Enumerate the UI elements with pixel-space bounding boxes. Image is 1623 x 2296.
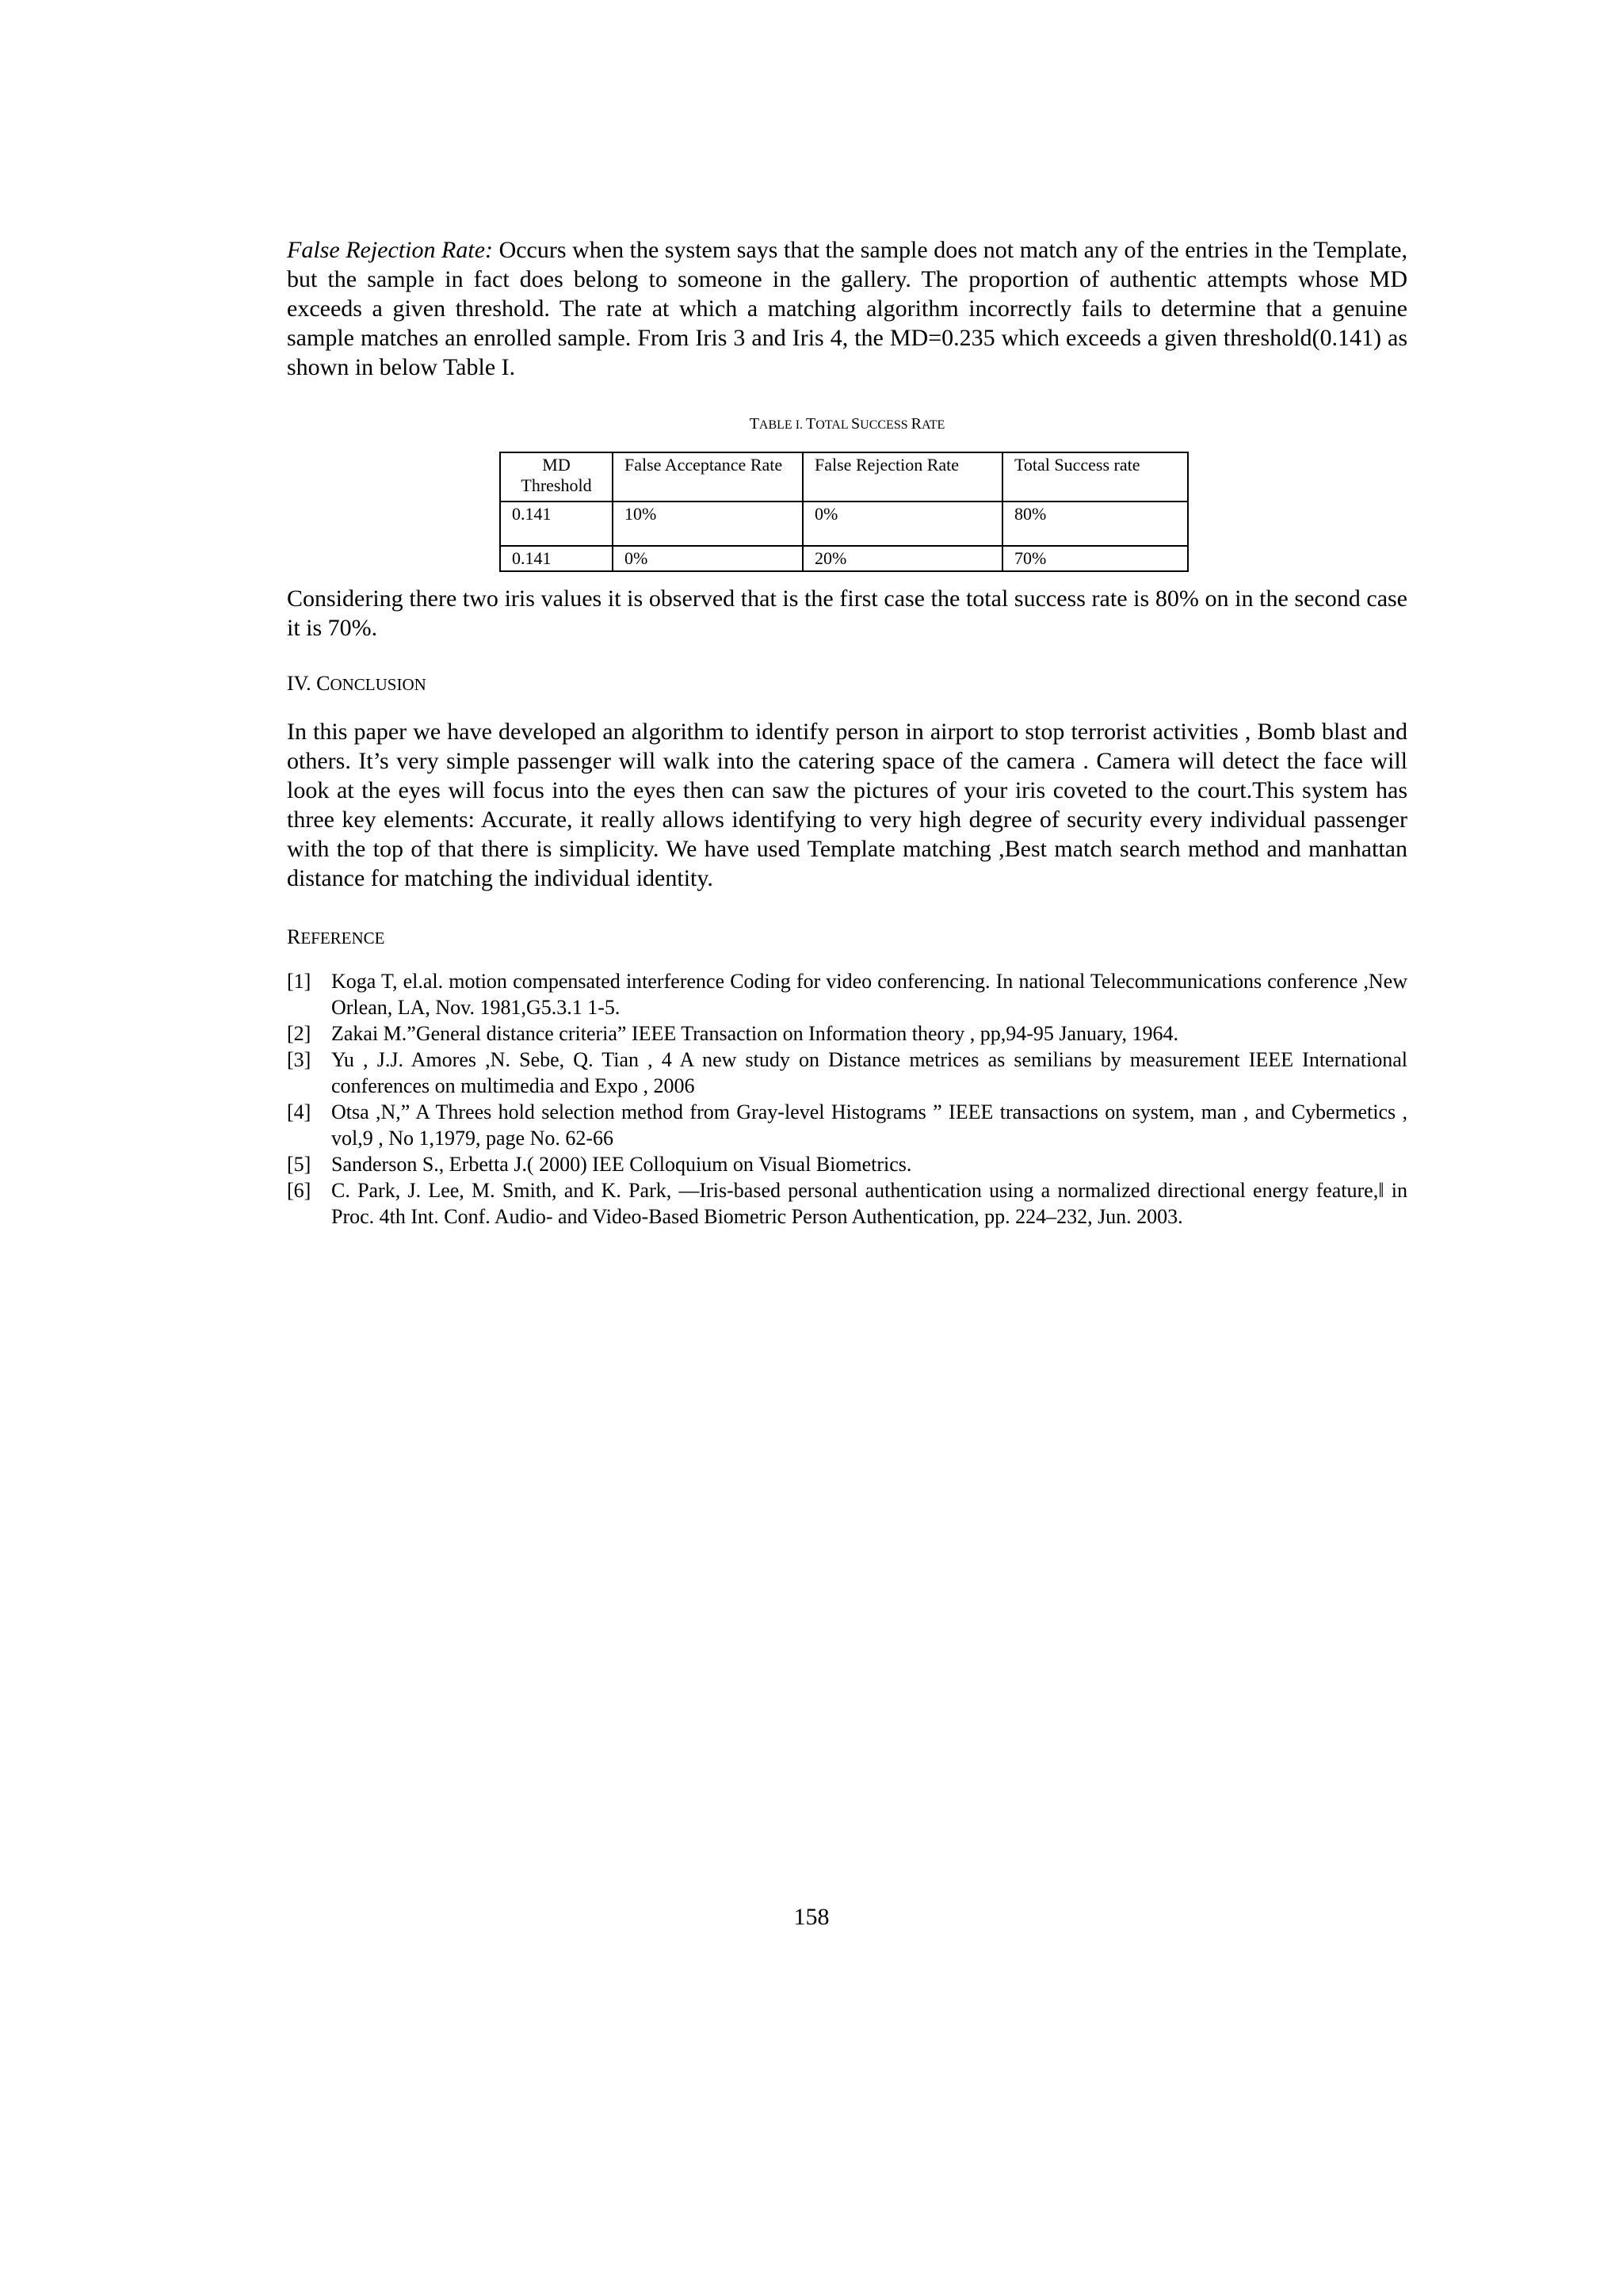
frr-text: Occurs when the system says that the sample does not match any of the entries in the Template, but the sample in fact does belong to someone in the gallery. The proportion of authentic attempts whose MD exceeds a given threshold. The rate at which a matching algorithm incorrectly fails to determine that a genuine sample matches an enrolled sample. From Iris 3 and Iris 4, the MD=0.235 which exceeds a given threshold(0.141) as shown in below Table I.: [287, 237, 1407, 380]
reference-list: [287, 968, 1407, 1230]
reference-text: Sanderson S., Erbetta J.( 2000) IEE Colloquium on Visual Biometrics.: [331, 1153, 912, 1176]
reference-item: [287, 1151, 1407, 1177]
reference-item: [287, 1099, 1407, 1151]
reference-number: [2]: [287, 1022, 311, 1045]
considering-paragraph: Considering there two iris values it is observed that is the first case the total success rate is 80% on in the second case it is 70%.: [287, 585, 1407, 641]
reference-number: [5]: [287, 1153, 311, 1176]
table-header-row: [500, 452, 1188, 502]
reference-item: [287, 1020, 1407, 1047]
reference-text: C. Park, J. Lee, M. Smith, and K. Park, ―Iris-based personal authentication using a normalized directional energy feature,‖ in Proc. 4th Int. Conf. Audio- and Video-Based Biometric Person Authentication, pp. 224–232, Jun. 2003.: [331, 1179, 1407, 1228]
frr-paragraph: [287, 235, 1407, 382]
table-cell: 10%: [613, 502, 803, 546]
table-cell: 20%: [803, 546, 1002, 571]
table-cell: 0%: [803, 502, 1002, 546]
page-number: 158: [793, 1904, 830, 1930]
reference-number: [3]: [287, 1048, 311, 1071]
reference-item: [287, 968, 1407, 1020]
header-false-rejection: False Rejection Rate: [803, 452, 1002, 502]
table-caption: TABLE I. TOTAL SUCCESS RATE: [749, 415, 945, 433]
reference-item: [287, 1047, 1407, 1099]
reference-number: [1]: [287, 970, 311, 993]
reference-item: [287, 1177, 1407, 1230]
table-cell: 80%: [1002, 502, 1188, 546]
table-cell: 0.141: [500, 546, 613, 571]
reference-number: [6]: [287, 1179, 311, 1202]
table-cell: 0.141: [500, 502, 613, 546]
reference-text: Otsa ,N,” A Threes hold selection method from Gray-level Histograms ” IEEE transactions on system, man , and Cybermetics , vol,9 , No 1,1979, page No. 62-66: [331, 1100, 1407, 1150]
header-false-acceptance: False Acceptance Rate: [613, 452, 803, 502]
table-row: [500, 546, 1188, 571]
header-total-success: Total Success rate: [1002, 452, 1188, 502]
reference-heading: REFERENCE: [287, 925, 385, 948]
frr-term: False Rejection Rate:: [287, 237, 494, 263]
conclusion-paragraph: In this paper we have developed an algorithm to identify person in airport to stop terrorist activities , Bomb blast and others. It’s very simple passenger will walk into the catering space of the camera . Camera will detect the face will look at the eyes will focus into the eyes then can saw the pictures of your iris coveted to the court.This system has three key elements: Accurate, it really allows identifying to very high degree of security every individual passenger with the top of that there is simplicity. We have used Template matching ,Best match search method and manhattan distance for matching the individual identity.: [287, 719, 1407, 891]
reference-text: Zakai M.”General distance criteria” IEEE Transaction on Information theory , pp,94-95 January, 1964.: [331, 1022, 1179, 1045]
reference-text: Koga T, el.al. motion compensated interference Coding for video conferencing. In national Telecommunications conference ,New Orlean, LA, Nov. 1981,G5.3.1 1-5.: [331, 970, 1407, 1019]
table-row: [500, 502, 1188, 546]
conclusion-heading: IV. CONCLUSION: [287, 672, 426, 695]
table-cell: 70%: [1002, 546, 1188, 571]
success-rate-table: [499, 452, 1189, 572]
header-md-threshold: MD Threshold: [500, 452, 613, 502]
table-cell: 0%: [613, 546, 803, 571]
reference-text: Yu , J.J. Amores ,N. Sebe, Q. Tian , 4 A new study on Distance metrices as semilians by measurement IEEE International conferences on multimedia and Expo , 2006: [331, 1048, 1407, 1097]
reference-number: [4]: [287, 1100, 311, 1123]
